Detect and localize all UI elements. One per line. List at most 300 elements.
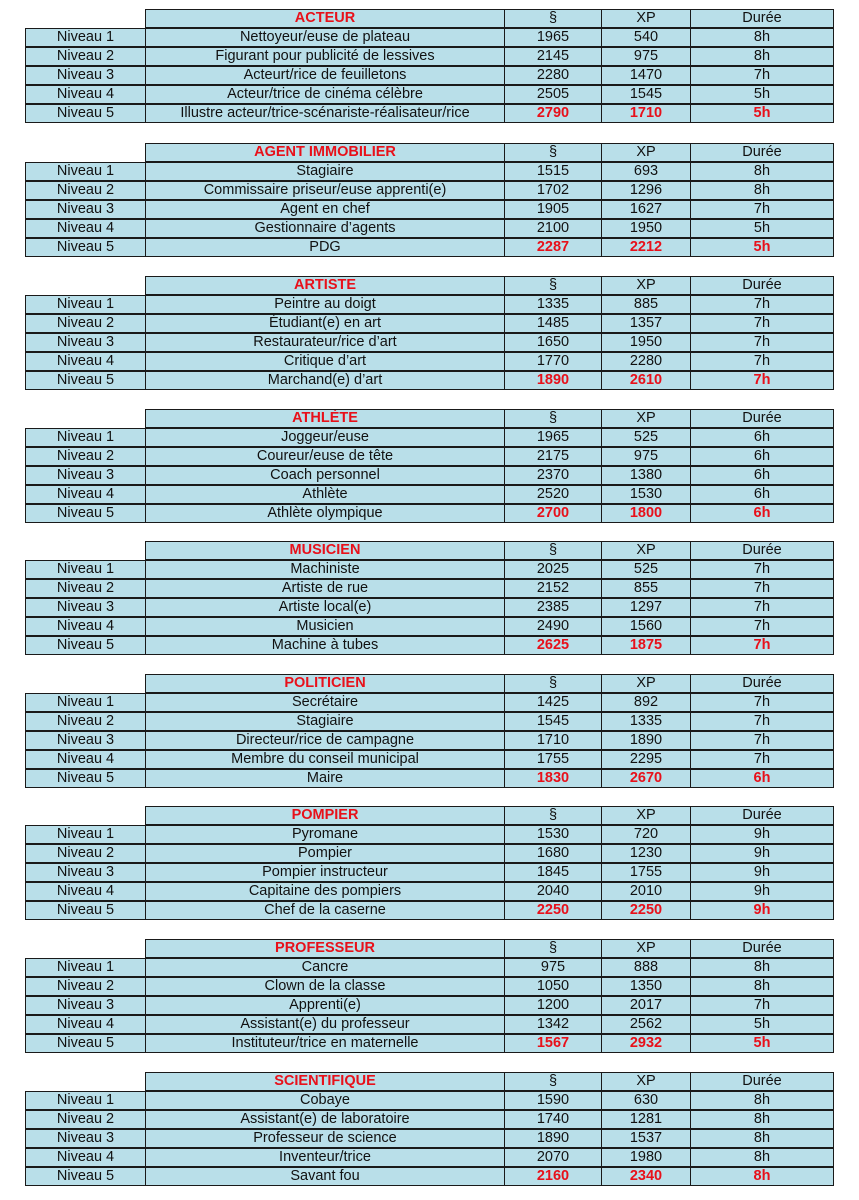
xp-cell: 1297 [601,598,691,617]
duration-cell: 7h [690,636,834,655]
job-title-cell: Acteur/trice de cinéma célèbre [145,85,505,104]
duration-cell: 8h [690,1110,834,1129]
level-cell: Niveau 1 [25,428,146,447]
table-row [0,1129,859,1148]
duration-cell: 6h [690,485,834,504]
level-cell: Niveau 3 [25,466,146,485]
table-row [0,352,859,371]
table-row [0,977,859,996]
job-title-cell: Étudiant(e) en art [145,314,505,333]
table-row [0,579,859,598]
level-cell: Niveau 3 [25,1129,146,1148]
table-row [0,958,859,977]
column-header-cost: § [504,276,602,295]
duration-cell: 8h [690,28,834,47]
cost-cell: 2520 [504,485,602,504]
level-cell: Niveau 2 [25,47,146,66]
xp-cell: 2295 [601,750,691,769]
table-row [0,712,859,731]
xp-cell: 1357 [601,314,691,333]
level-cell: Niveau 3 [25,863,146,882]
xp-cell: 2017 [601,996,691,1015]
column-header-xp: XP [601,674,691,693]
job-title-cell: Agent en chef [145,200,505,219]
xp-cell: 1560 [601,617,691,636]
career-table [0,9,859,132]
duration-cell: 7h [690,731,834,750]
xp-cell: 1537 [601,1129,691,1148]
duration-cell: 7h [690,200,834,219]
table-row [0,863,859,882]
career-table [0,1072,859,1195]
cost-cell: 1680 [504,844,602,863]
duration-cell: 7h [690,333,834,352]
career-title: ACTEUR [145,9,505,28]
level-cell: Niveau 4 [25,1015,146,1034]
xp-cell: 1950 [601,333,691,352]
cost-cell: 1590 [504,1091,602,1110]
table-header [0,541,859,560]
column-header-cost: § [504,1072,602,1091]
xp-cell: 2340 [601,1167,691,1186]
level-cell: Niveau 4 [25,219,146,238]
career-title: ATHLÈTE [145,409,505,428]
xp-cell: 2562 [601,1015,691,1034]
xp-cell: 975 [601,47,691,66]
column-header-xp: XP [601,541,691,560]
duration-cell: 7h [690,371,834,390]
duration-cell: 6h [690,466,834,485]
level-cell: Niveau 5 [25,636,146,655]
xp-cell: 2250 [601,901,691,920]
xp-cell: 2932 [601,1034,691,1053]
cost-cell: 1515 [504,162,602,181]
level-cell: Niveau 1 [25,958,146,977]
table-row [0,314,859,333]
xp-cell: 888 [601,958,691,977]
job-title-cell: Pompier instructeur [145,863,505,882]
xp-cell: 1296 [601,181,691,200]
cost-cell: 1200 [504,996,602,1015]
xp-cell: 1890 [601,731,691,750]
table-row [0,66,859,85]
level-cell: Niveau 4 [25,85,146,104]
table-row [0,466,859,485]
table-header [0,9,859,28]
duration-cell: 7h [690,560,834,579]
xp-cell: 540 [601,28,691,47]
level-cell: Niveau 5 [25,104,146,123]
table-row [0,901,859,920]
job-title-cell: Musicien [145,617,505,636]
column-header-xp: XP [601,9,691,28]
level-cell: Niveau 3 [25,333,146,352]
column-header-duration: Durée [690,806,834,825]
column-header-duration: Durée [690,143,834,162]
table-row [0,1167,859,1186]
table-row [0,295,859,314]
table-row [0,162,859,181]
column-header-cost: § [504,674,602,693]
xp-cell: 1950 [601,219,691,238]
job-title-cell: Restaurateur/rice d’art [145,333,505,352]
xp-cell: 1800 [601,504,691,523]
table-row [0,85,859,104]
table-row [0,485,859,504]
duration-cell: 7h [690,750,834,769]
level-cell: Niveau 3 [25,598,146,617]
duration-cell: 7h [690,693,834,712]
table-row [0,1015,859,1034]
column-header-xp: XP [601,276,691,295]
cost-cell: 2025 [504,560,602,579]
job-title-cell: PDG [145,238,505,257]
xp-cell: 1470 [601,66,691,85]
career-title: PROFESSEUR [145,939,505,958]
xp-cell: 1627 [601,200,691,219]
job-title-cell: Illustre acteur/trice-scénariste-réalisateur/rice [145,104,505,123]
xp-cell: 1230 [601,844,691,863]
column-header-cost: § [504,541,602,560]
job-title-cell: Professeur de science [145,1129,505,1148]
level-cell: Niveau 1 [25,1091,146,1110]
table-row [0,104,859,123]
career-title: MUSICIEN [145,541,505,560]
level-cell: Niveau 2 [25,844,146,863]
job-title-cell: Pompier [145,844,505,863]
table-header [0,939,859,958]
table-row [0,617,859,636]
column-header-cost: § [504,143,602,162]
cost-cell: 1830 [504,769,602,788]
xp-cell: 630 [601,1091,691,1110]
duration-cell: 7h [690,352,834,371]
level-cell: Niveau 5 [25,1167,146,1186]
table-row [0,882,859,901]
level-cell: Niveau 5 [25,371,146,390]
duration-cell: 6h [690,447,834,466]
level-cell: Niveau 1 [25,825,146,844]
cost-cell: 1545 [504,712,602,731]
level-cell: Niveau 2 [25,181,146,200]
column-header-cost: § [504,9,602,28]
level-cell: Niveau 2 [25,314,146,333]
level-cell: Niveau 5 [25,901,146,920]
cost-cell: 2790 [504,104,602,123]
level-cell: Niveau 3 [25,731,146,750]
table-row [0,844,859,863]
career-table [0,143,859,266]
duration-cell: 7h [690,66,834,85]
job-title-cell: Savant fou [145,1167,505,1186]
level-cell: Niveau 5 [25,238,146,257]
column-header-xp: XP [601,806,691,825]
table-row [0,750,859,769]
column-header-duration: Durée [690,541,834,560]
duration-cell: 8h [690,958,834,977]
table-row [0,731,859,750]
xp-cell: 1710 [601,104,691,123]
career-table [0,276,859,399]
xp-cell: 1530 [601,485,691,504]
job-title-cell: Assistant(e) de laboratoire [145,1110,505,1129]
column-header-xp: XP [601,939,691,958]
table-row [0,825,859,844]
cost-cell: 2625 [504,636,602,655]
career-table [0,541,859,664]
xp-cell: 1755 [601,863,691,882]
table-header [0,409,859,428]
level-cell: Niveau 1 [25,560,146,579]
duration-cell: 8h [690,47,834,66]
cost-cell: 1890 [504,371,602,390]
career-title: POLITICIEN [145,674,505,693]
job-title-cell: Chef de la caserne [145,901,505,920]
table-row [0,219,859,238]
level-cell: Niveau 1 [25,162,146,181]
table-header [0,143,859,162]
table-row [0,636,859,655]
xp-cell: 1281 [601,1110,691,1129]
job-title-cell: Peintre au doigt [145,295,505,314]
duration-cell: 7h [690,295,834,314]
duration-cell: 7h [690,712,834,731]
cost-cell: 1965 [504,428,602,447]
job-title-cell: Directeur/rice de campagne [145,731,505,750]
level-cell: Niveau 2 [25,977,146,996]
duration-cell: 9h [690,882,834,901]
table-row [0,996,859,1015]
level-cell: Niveau 1 [25,295,146,314]
table-row [0,371,859,390]
table-row [0,693,859,712]
cost-cell: 1965 [504,28,602,47]
job-title-cell: Stagiaire [145,712,505,731]
xp-cell: 1545 [601,85,691,104]
job-title-cell: Assistant(e) du professeur [145,1015,505,1034]
cost-cell: 2070 [504,1148,602,1167]
duration-cell: 7h [690,996,834,1015]
level-cell: Niveau 3 [25,200,146,219]
table-row [0,181,859,200]
job-title-cell: Nettoyeur/euse de plateau [145,28,505,47]
duration-cell: 7h [690,617,834,636]
job-title-cell: Pyromane [145,825,505,844]
career-title: SCIENTIFIQUE [145,1072,505,1091]
cost-cell: 1890 [504,1129,602,1148]
level-cell: Niveau 3 [25,66,146,85]
level-cell: Niveau 4 [25,882,146,901]
job-title-cell: Critique d’art [145,352,505,371]
duration-cell: 5h [690,1034,834,1053]
table-row [0,28,859,47]
column-header-duration: Durée [690,9,834,28]
duration-cell: 6h [690,769,834,788]
column-header-duration: Durée [690,276,834,295]
xp-cell: 892 [601,693,691,712]
table-row [0,769,859,788]
job-title-cell: Gestionnaire d’agents [145,219,505,238]
duration-cell: 5h [690,85,834,104]
job-title-cell: Athlète [145,485,505,504]
career-title: AGENT IMMOBILIER [145,143,505,162]
duration-cell: 5h [690,238,834,257]
level-cell: Niveau 1 [25,28,146,47]
duration-cell: 8h [690,1148,834,1167]
cost-cell: 1485 [504,314,602,333]
job-title-cell: Stagiaire [145,162,505,181]
column-header-xp: XP [601,1072,691,1091]
duration-cell: 8h [690,162,834,181]
job-title-cell: Cancre [145,958,505,977]
duration-cell: 8h [690,977,834,996]
table-row [0,1110,859,1129]
table-row [0,200,859,219]
cost-cell: 2385 [504,598,602,617]
job-title-cell: Inventeur/trice [145,1148,505,1167]
table-row [0,238,859,257]
xp-cell: 1875 [601,636,691,655]
table-header [0,276,859,295]
job-title-cell: Cobaye [145,1091,505,1110]
table-header [0,674,859,693]
job-title-cell: Marchand(e) d’art [145,371,505,390]
duration-cell: 9h [690,863,834,882]
cost-cell: 1425 [504,693,602,712]
table-row [0,333,859,352]
level-cell: Niveau 4 [25,750,146,769]
career-table [0,806,859,929]
cost-cell: 2040 [504,882,602,901]
table-header [0,1072,859,1091]
cost-cell: 1567 [504,1034,602,1053]
cost-cell: 2175 [504,447,602,466]
career-table [0,939,859,1062]
job-title-cell: Machine à tubes [145,636,505,655]
duration-cell: 7h [690,314,834,333]
level-cell: Niveau 2 [25,447,146,466]
cost-cell: 1740 [504,1110,602,1129]
career-table [0,674,859,797]
xp-cell: 2010 [601,882,691,901]
xp-cell: 693 [601,162,691,181]
job-title-cell: Coureur/euse de tête [145,447,505,466]
career-title: ARTISTE [145,276,505,295]
xp-cell: 2670 [601,769,691,788]
cost-cell: 2370 [504,466,602,485]
career-title: POMPIER [145,806,505,825]
duration-cell: 8h [690,181,834,200]
cost-cell: 1710 [504,731,602,750]
xp-cell: 2212 [601,238,691,257]
duration-cell: 9h [690,825,834,844]
column-header-cost: § [504,806,602,825]
duration-cell: 7h [690,598,834,617]
cost-cell: 1650 [504,333,602,352]
job-title-cell: Commissaire priseur/euse apprenti(e) [145,181,505,200]
level-cell: Niveau 4 [25,1148,146,1167]
cost-cell: 2287 [504,238,602,257]
xp-cell: 1980 [601,1148,691,1167]
xp-cell: 855 [601,579,691,598]
xp-cell: 2610 [601,371,691,390]
xp-cell: 525 [601,560,691,579]
career-table [0,409,859,532]
cost-cell: 2100 [504,219,602,238]
cost-cell: 1342 [504,1015,602,1034]
duration-cell: 9h [690,901,834,920]
column-header-cost: § [504,939,602,958]
duration-cell: 6h [690,504,834,523]
job-title-cell: Apprenti(e) [145,996,505,1015]
job-title-cell: Acteurt/rice de feuilletons [145,66,505,85]
level-cell: Niveau 2 [25,1110,146,1129]
duration-cell: 5h [690,219,834,238]
table-row [0,560,859,579]
table-row [0,504,859,523]
duration-cell: 9h [690,844,834,863]
column-header-duration: Durée [690,409,834,428]
job-title-cell: Machiniste [145,560,505,579]
level-cell: Niveau 2 [25,579,146,598]
column-header-duration: Durée [690,674,834,693]
duration-cell: 8h [690,1167,834,1186]
xp-cell: 1335 [601,712,691,731]
job-title-cell: Joggeur/euse [145,428,505,447]
job-title-cell: Instituteur/trice en maternelle [145,1034,505,1053]
table-row [0,1034,859,1053]
xp-cell: 975 [601,447,691,466]
xp-cell: 1380 [601,466,691,485]
job-title-cell: Secrétaire [145,693,505,712]
level-cell: Niveau 3 [25,996,146,1015]
duration-cell: 6h [690,428,834,447]
duration-cell: 8h [690,1129,834,1148]
duration-cell: 8h [690,1091,834,1110]
cost-cell: 1755 [504,750,602,769]
cost-cell: 2160 [504,1167,602,1186]
cost-cell: 1702 [504,181,602,200]
duration-cell: 5h [690,104,834,123]
job-title-cell: Athlète olympique [145,504,505,523]
cost-cell: 975 [504,958,602,977]
cost-cell: 2250 [504,901,602,920]
level-cell: Niveau 4 [25,352,146,371]
cost-cell: 2280 [504,66,602,85]
level-cell: Niveau 5 [25,504,146,523]
job-title-cell: Maire [145,769,505,788]
xp-cell: 2280 [601,352,691,371]
job-title-cell: Artiste de rue [145,579,505,598]
cost-cell: 2490 [504,617,602,636]
column-header-duration: Durée [690,939,834,958]
table-row [0,47,859,66]
cost-cell: 1050 [504,977,602,996]
cost-cell: 1845 [504,863,602,882]
cost-cell: 2152 [504,579,602,598]
level-cell: Niveau 2 [25,712,146,731]
column-header-duration: Durée [690,1072,834,1091]
job-title-cell: Capitaine des pompiers [145,882,505,901]
table-header [0,806,859,825]
duration-cell: 7h [690,579,834,598]
job-title-cell: Membre du conseil municipal [145,750,505,769]
level-cell: Niveau 5 [25,769,146,788]
xp-cell: 1350 [601,977,691,996]
cost-cell: 1905 [504,200,602,219]
column-header-xp: XP [601,409,691,428]
level-cell: Niveau 4 [25,485,146,504]
